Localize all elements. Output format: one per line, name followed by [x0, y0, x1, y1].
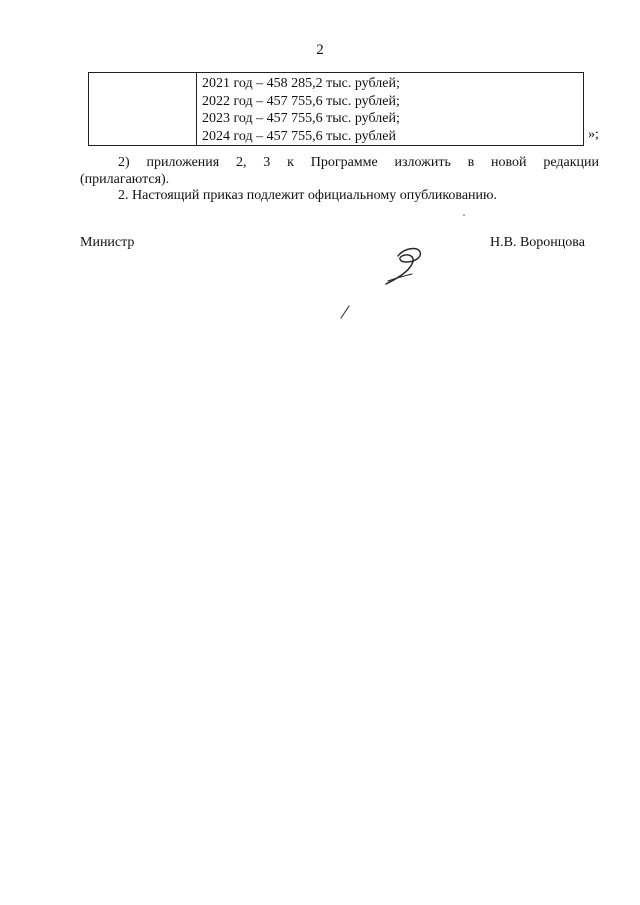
- signatory-name: Н.В. Воронцова: [490, 235, 585, 250]
- funding-table: [88, 72, 584, 146]
- page-number: 2: [316, 42, 324, 58]
- handwritten-signature: [378, 240, 428, 290]
- publication-paragraph: 2. Настоящий приказ подлежит официальному опубликованию.: [118, 188, 497, 203]
- closing-quote: »;: [588, 127, 599, 142]
- funding-line-2024: 2024 год – 457 755,6 тыс. рублей: [202, 128, 396, 144]
- funding-years-cell: [202, 75, 400, 145]
- item-2-first-line: 2) приложения 2, 3 к Программе изложить в новой редакции: [118, 155, 599, 170]
- stray-pen-mark: [338, 304, 352, 320]
- funding-line-2021: 2021 год – 458 285,2 тыс. рублей;: [202, 76, 400, 91]
- funding-line-2023: 2023 год – 457 755,6 тыс. рублей;: [202, 111, 400, 126]
- signatory-title: Министр: [80, 235, 135, 250]
- table-column-divider: [196, 73, 197, 145]
- funding-line-2022: 2022 год – 457 755,6 тыс. рублей;: [202, 93, 400, 109]
- item-2-continuation: (прилагаются).: [80, 172, 170, 187]
- scan-speck: [463, 214, 465, 216]
- item-2-paragraph: [80, 154, 599, 188]
